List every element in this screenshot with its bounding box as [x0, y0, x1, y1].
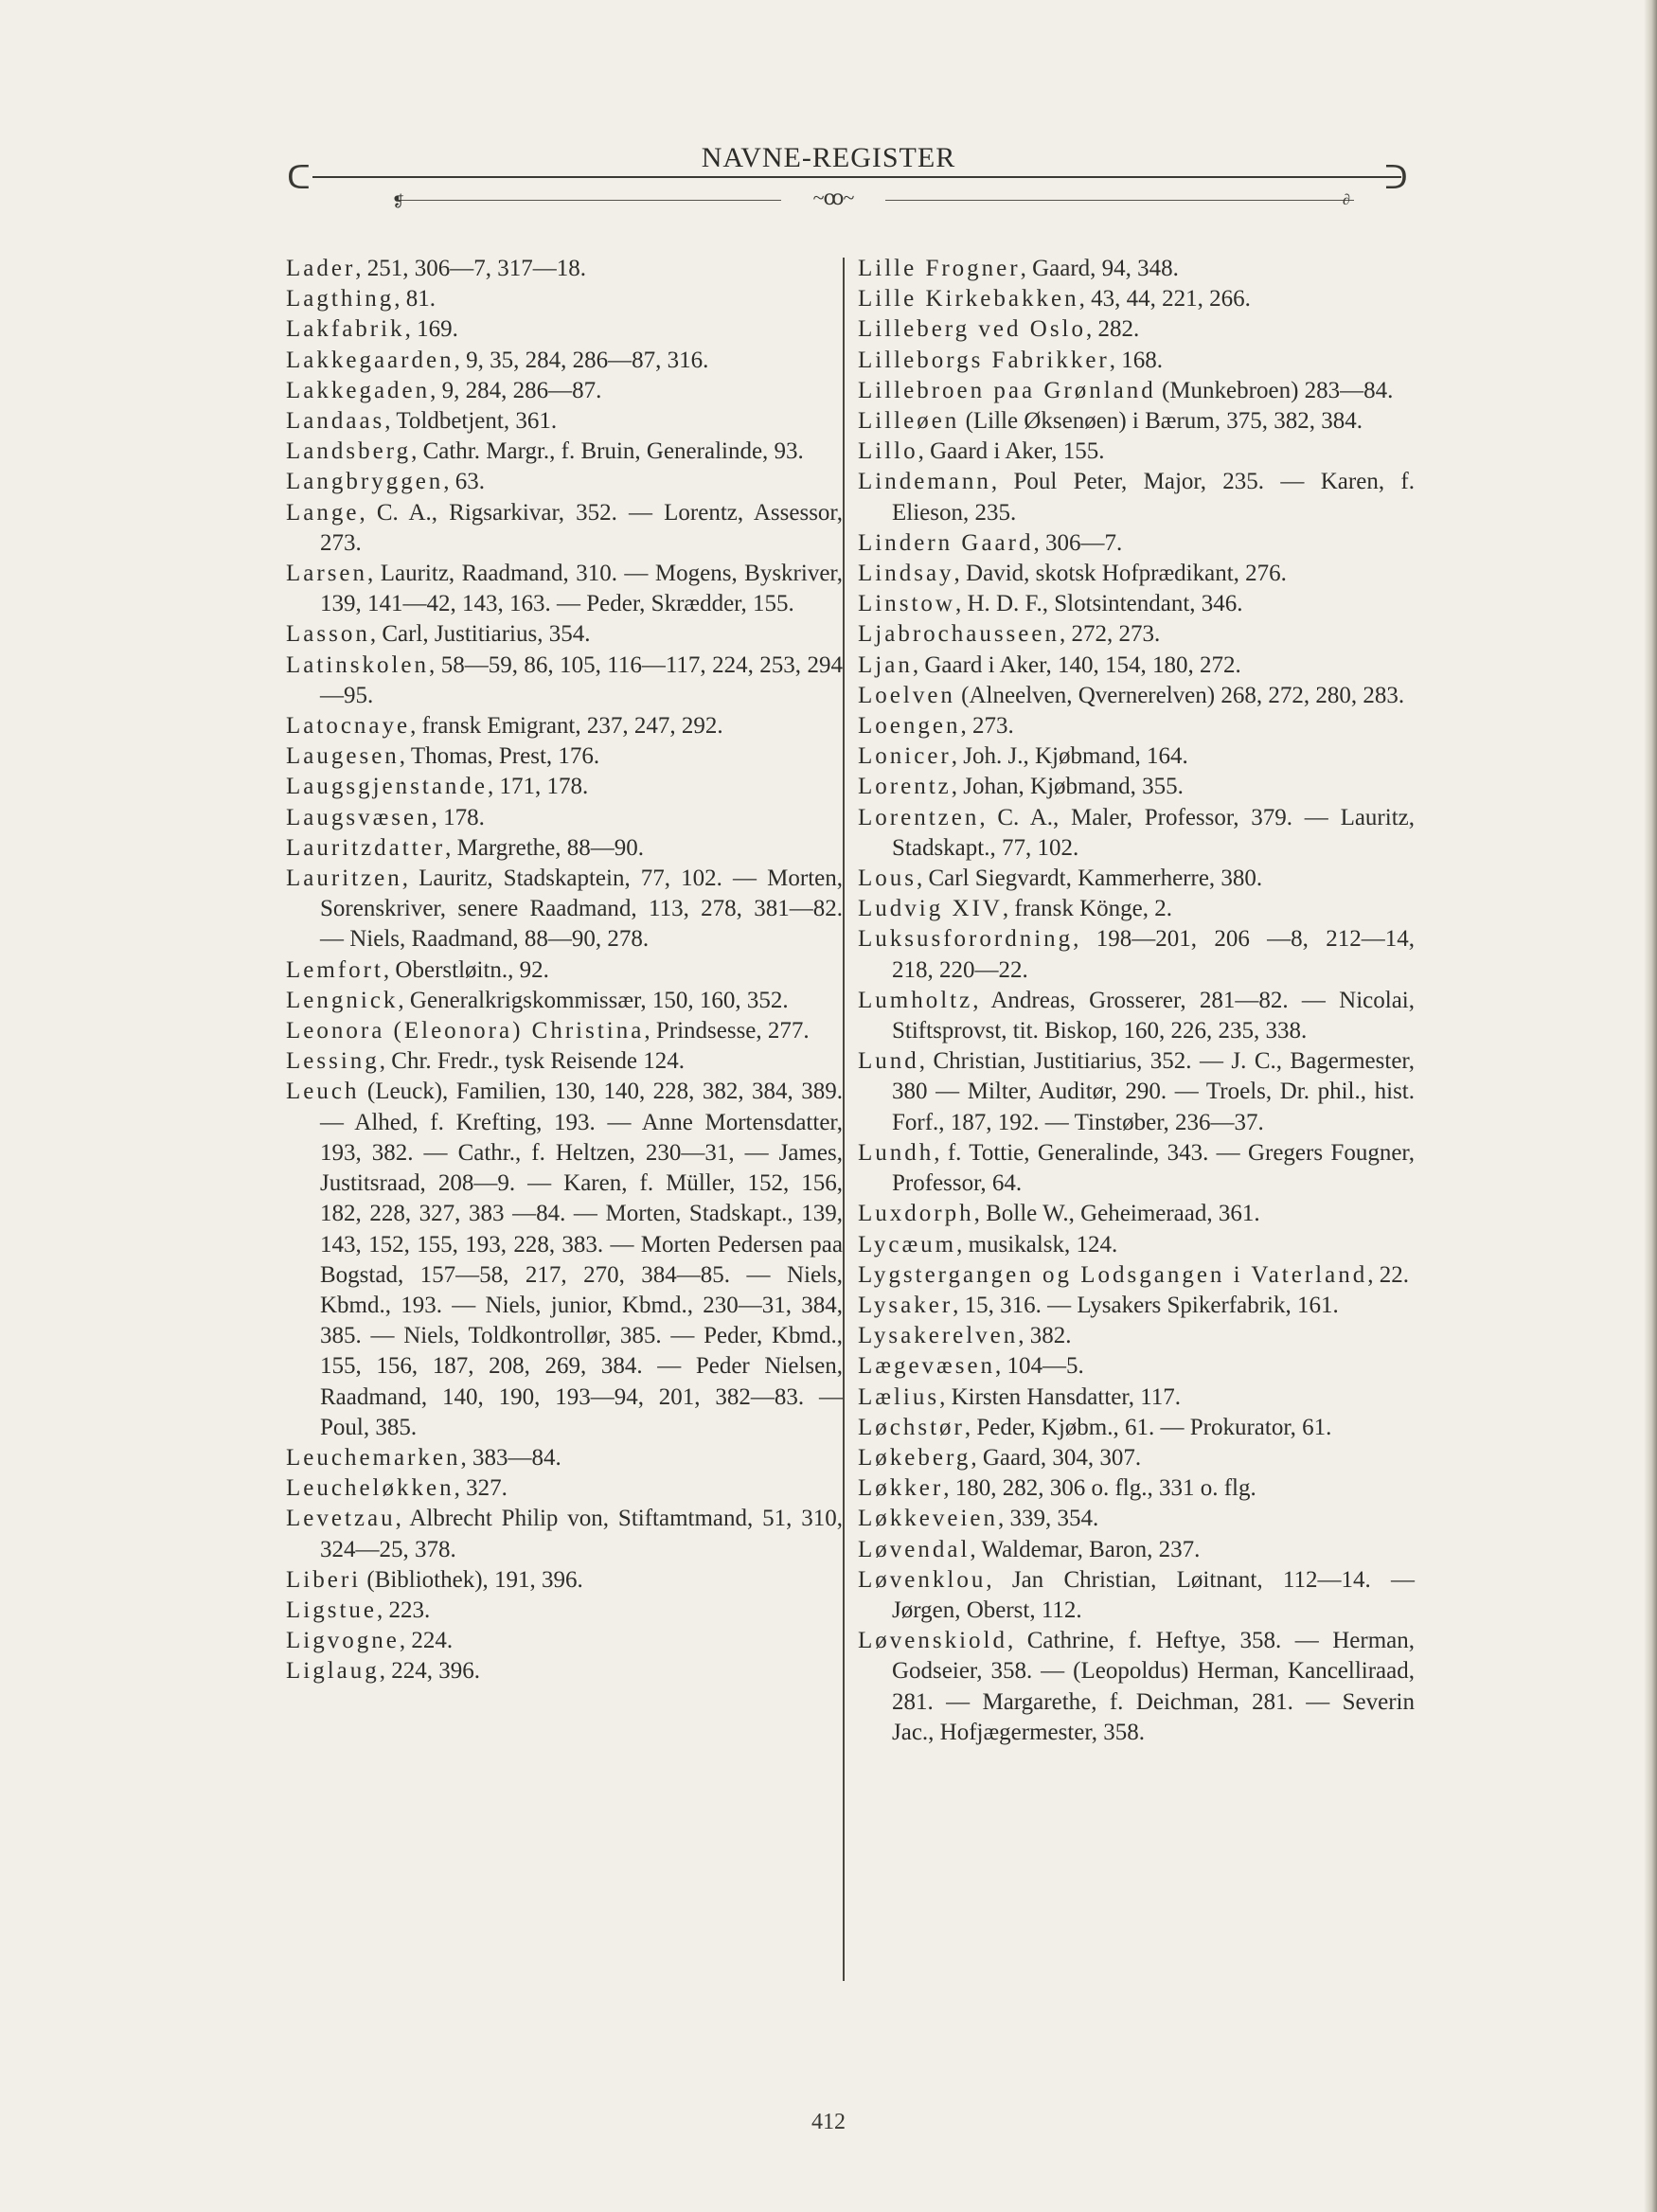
index-entry-headword: Latocnaye: [286, 713, 411, 740]
index-entry-headword: Lycæum: [858, 1231, 957, 1258]
index-entry-headword: Leucheløkken: [286, 1475, 454, 1502]
index-entry-references: , Chr. Fredr., tysk Reisende 124.: [379, 1048, 685, 1075]
index-entry: [286, 986, 843, 1016]
index-entry-references: , fransk Emigrant, 237, 247, 292.: [410, 713, 723, 740]
index-entry: [286, 833, 843, 864]
index-entry-headword: Lillebroen paa Grønland: [858, 377, 1156, 403]
index-entry-headword: Lilleborgs Fabrikker: [858, 347, 1110, 373]
index-entry: [858, 1626, 1415, 1748]
index-entry-headword: Lille Kirkebakken: [858, 286, 1079, 312]
index-entry-headword: Lessing: [286, 1048, 380, 1075]
index-entry: [858, 986, 1415, 1046]
index-entry-headword: Løkkeveien: [858, 1506, 999, 1532]
header-rule: [312, 176, 1401, 178]
index-column-left: [286, 254, 843, 1687]
index-entry-headword: Lælius: [858, 1383, 940, 1410]
index-entry: [858, 772, 1415, 802]
index-entry: [286, 1565, 843, 1596]
index-entry-references: , 382.: [1018, 1323, 1072, 1349]
rule-curl-left-ornament: ᑕ: [287, 161, 311, 196]
index-entry-references: , Peder, Kjøbm., 61. — Prokurator, 61.: [964, 1414, 1332, 1440]
index-entry-headword: Lilleøen: [858, 408, 960, 435]
index-entry: [286, 1046, 843, 1077]
index-entry-references: , 224, 396.: [379, 1658, 481, 1685]
index-entry-headword: Lagthing: [286, 286, 395, 312]
index-entry-headword: Larsen: [286, 561, 368, 587]
index-entry-references: , 104—5.: [995, 1353, 1084, 1380]
index-entry: [286, 467, 843, 497]
index-entry-references: , Poul Peter, Major, 235. — Karen, f. Elieson, 235.: [892, 469, 1415, 526]
index-entry-headword: Liglaug: [286, 1658, 380, 1685]
index-entry-references: , Gaard, 94, 348.: [1020, 256, 1179, 281]
index-entry-references: , Margrethe, 88—90.: [445, 834, 645, 861]
index-entry-references: , Christian, Justitiarius, 352. — J. C., Bagermester, 380 — Milter, Auditør, 290. — Troels, Dr. phil., hist. Forf., 187, 192. — Tinstøber, 236—37.: [892, 1048, 1415, 1135]
index-entry: [286, 741, 843, 772]
index-entry: [858, 1473, 1415, 1504]
index-entry-headword: Løkker: [858, 1475, 944, 1502]
index-entry-headword: Linstow: [858, 591, 955, 617]
index-entry-headword: Lygstergangen og Lodsgangen i Vaterland: [858, 1261, 1368, 1288]
index-entry-references: (Lille Øksenøen) i Bærum, 375, 382, 384.: [959, 408, 1363, 435]
index-entry-headword: Lange: [286, 499, 360, 526]
index-entry: [858, 314, 1415, 345]
index-entry-headword: Lille Frogner: [858, 256, 1021, 281]
index-entry-headword: Leuch: [286, 1079, 360, 1105]
rule-curl-right-ornament: ᑐ: [1384, 161, 1408, 196]
index-entry-references: , 198—201, 206 —8, 212—14, 218, 220—22.: [892, 926, 1415, 983]
index-entry-references: , Jan Christian, Løitnant, 112—14. — Jørgen, Oberst, 112.: [892, 1566, 1415, 1623]
index-entry-headword: Loelven: [858, 682, 955, 708]
index-entry-references: , 327.: [454, 1475, 508, 1502]
index-entry-headword: Leonora (Eleonora) Christina: [286, 1018, 645, 1044]
index-entry-headword: Lous: [858, 865, 917, 892]
index-entry-references: , H. D. F., Slotsintendant, 346.: [954, 591, 1243, 617]
index-entry: [858, 1199, 1415, 1229]
index-entry: [286, 406, 843, 437]
index-entry-headword: Laugsgjenstande: [286, 774, 489, 800]
index-entry-references: , 339, 354.: [998, 1506, 1099, 1532]
index-entry-references: , Oberstløitn., 92.: [383, 956, 549, 983]
rule-end-mark-right: ∂: [1343, 192, 1350, 208]
index-entry-references: , Generalkrigskommissær, 150, 160, 352.: [398, 987, 789, 1013]
index-entry: [858, 528, 1415, 559]
index-entry-references: , fransk Könge, 2.: [1002, 896, 1173, 922]
index-entry-headword: Luxdorph: [858, 1201, 974, 1227]
index-entry-references: , 22.: [1367, 1261, 1409, 1288]
index-entry: [286, 498, 843, 559]
index-entry-references: , Albrecht Philip von, Stiftamtmand, 51, 310, 324—25, 378.: [320, 1506, 843, 1562]
index-entry-references: , 383—84.: [460, 1444, 561, 1471]
index-entry: [286, 955, 843, 986]
index-entry-references: , Waldemar, Baron, 237.: [970, 1536, 1201, 1562]
index-entry: [286, 284, 843, 314]
index-entry-references: , Kirsten Hansdatter, 117.: [939, 1383, 1182, 1410]
index-entry: [858, 619, 1415, 650]
index-entry-references: , Andreas, Grosserer, 281—82. — Nicolai, Stiftsprovst, tit. Biskop, 160, 226, 235, 338.: [892, 987, 1415, 1044]
index-entry-references: , f. Tottie, Generalinde, 343. — Gregers Fougner, Professor, 64.: [892, 1139, 1415, 1197]
index-entry-references: (Bibliothek), 191, 396.: [361, 1566, 583, 1593]
index-entry-headword: Løchstør: [858, 1414, 965, 1440]
index-entry: [858, 1291, 1415, 1321]
index-entry: [286, 1596, 843, 1626]
index-entry-references: , 81.: [394, 286, 437, 312]
index-entry-references: , 180, 282, 306 o. flg., 331 o. flg.: [943, 1475, 1256, 1502]
index-entry: [858, 711, 1415, 741]
index-entry-headword: Lumholtz: [858, 987, 973, 1013]
index-entry-references: , 43, 44, 221, 266.: [1078, 286, 1251, 312]
index-entry: [286, 346, 843, 376]
index-entry-headword: Lakkegaden: [286, 377, 431, 403]
index-entry-headword: Lorentzen: [858, 804, 980, 830]
index-entry: [858, 894, 1415, 924]
index-entry-headword: Ljan: [858, 651, 913, 678]
index-entry: [286, 1473, 843, 1504]
index-entry: [858, 864, 1415, 894]
index-entry-references: , Thomas, Prest, 176.: [399, 743, 600, 770]
index-entry: [286, 437, 843, 467]
index-entry-references: , Johan, Kjøbmand, 355.: [951, 774, 1184, 800]
index-entry-references: , 178.: [431, 804, 485, 830]
index-entry: [858, 1351, 1415, 1382]
index-entry: [858, 1046, 1415, 1138]
index-column-right: [858, 254, 1415, 1748]
index-entry: [286, 619, 843, 650]
index-entry-references: , 273.: [960, 713, 1014, 740]
index-entry-headword: Løkeberg: [858, 1444, 971, 1471]
index-entry-headword: Løvenskiold: [858, 1628, 1007, 1654]
index-entry: [858, 346, 1415, 376]
index-entry-headword: Lægevæsen: [858, 1353, 996, 1380]
index-entry: [286, 1504, 843, 1564]
index-entry-references: , 58—59, 86, 105, 116—117, 224, 253, 294—95.: [320, 651, 843, 708]
index-entry: [858, 589, 1415, 619]
index-entry-headword: Lauritzen: [286, 865, 402, 892]
index-entry-references: , Lauritz, Raadmand, 310. — Mogens, Byskriver, 139, 141—42, 143, 163. — Peder, Skrædder, 155.: [320, 561, 843, 617]
index-entry-headword: Laugsvæsen: [286, 804, 432, 830]
index-entry-headword: Lindemann: [858, 469, 991, 495]
index-entry-headword: Loengen: [858, 713, 961, 740]
index-entry: [858, 1260, 1415, 1291]
index-entry: [286, 1016, 843, 1046]
index-entry: [858, 651, 1415, 681]
index-entry-headword: Lindsay: [858, 561, 954, 587]
index-entry-references: , 169.: [404, 316, 458, 343]
index-entry-references: , 171, 178.: [488, 774, 589, 800]
index-entry-references: , Bolle W., Geheimeraad, 361.: [973, 1201, 1260, 1227]
index-entry-headword: Lonicer: [858, 743, 952, 770]
index-entry-headword: Lilleberg ved Oslo: [858, 316, 1086, 343]
index-entry-headword: Ligstue: [286, 1597, 377, 1623]
index-entry-references: , C. A., Maler, Professor, 379. — Lauritz, Stadskapt., 77, 102.: [892, 804, 1415, 861]
index-entry-headword: Lysakerelven: [858, 1323, 1019, 1349]
index-entry: [858, 803, 1415, 864]
index-entry-headword: Lasson: [286, 621, 370, 648]
index-entry-references: , Joh. J., Kjøbmand, 164.: [951, 743, 1188, 770]
index-entry-references: (Munkebroen) 283—84.: [1155, 377, 1394, 403]
index-entry-headword: Lader: [286, 256, 356, 281]
index-entry-references: , Gaard i Aker, 140, 154, 180, 272.: [912, 651, 1241, 678]
index-entry-headword: Lengnick: [286, 987, 399, 1013]
index-entry-headword: Lauritzdatter: [286, 834, 446, 861]
index-entry-headword: Luksusforordning: [858, 926, 1074, 953]
index-entry: [286, 376, 843, 406]
column-divider: [843, 258, 845, 1981]
index-entry-headword: Lillo: [858, 438, 918, 465]
index-entry-headword: Landaas: [286, 408, 385, 435]
index-entry-references: , Gaard i Aker, 155.: [918, 438, 1105, 465]
index-entry-references: , 9, 284, 286—87.: [430, 377, 602, 403]
index-entry-references: , Toldbetjent, 361.: [384, 408, 558, 435]
index-entry-headword: Latinskolen: [286, 651, 430, 678]
index-entry-references: , 282.: [1086, 316, 1140, 343]
index-entry-references: , 168.: [1109, 347, 1163, 373]
index-entry-headword: Lundh: [858, 1139, 935, 1166]
index-entry-headword: Lorentz: [858, 774, 952, 800]
index-entry: [286, 1077, 843, 1442]
index-entry-headword: Løvenklou: [858, 1566, 987, 1593]
index-entry: [858, 1321, 1415, 1351]
index-entry: [286, 1626, 843, 1656]
index-entry-headword: Lemfort: [286, 956, 383, 983]
index-entry: [286, 559, 843, 619]
index-entry: [858, 284, 1415, 314]
index-entry: [858, 467, 1415, 527]
index-entry: [858, 1413, 1415, 1443]
index-entry-references: , Gaard, 304, 307.: [971, 1444, 1142, 1471]
index-entry-references: , 306—7.: [1033, 529, 1123, 556]
index-entry: [286, 711, 843, 741]
index-entry-references: , Carl, Justitiarius, 354.: [369, 621, 591, 648]
index-entry: [858, 1504, 1415, 1534]
index-entry: [858, 924, 1415, 985]
index-entry: [858, 741, 1415, 772]
index-entry-references: , 251, 306—7, 317—18.: [355, 256, 587, 281]
index-entry-references: , C. A., Rigsarkivar, 352. — Lorentz, Assessor, 273.: [320, 499, 843, 556]
index-entry-headword: Lakkegaarden: [286, 347, 454, 373]
page-title: NAVNE-REGISTER: [701, 142, 956, 173]
index-entry-references: , Prindsesse, 277.: [644, 1018, 810, 1044]
page-edge: [1644, 0, 1657, 2212]
index-entry-headword: Laugesen: [286, 743, 400, 770]
index-entry: [858, 1565, 1415, 1626]
index-entry-references: (Leuck), Familien, 130, 140, 228, 382, 384, 389. — Alhed, f. Krefting, 193. — Anne Mortensdatter, 193, 382. — Cathr., f. Heltzen, 230—31, — James, Justitsraad, 208—9. — Karen, f. Müller, 152, 156, 182, 228, 327, 383 —84. — Morten, Stadskapt., 139, 143, 152, 155, 193, 228, 383. — Morten Pedersen paa Bogstad, 157—58, 217, 270, 384—85. — Niels, Kbmd., 193. — Niels, junior, Kbmd., 230—31, 384, 385. — Niels, Toldkontrollør, 385. — Peder, Kbmd., 155, 156, 187, 208, 269, 384. — Peder Nielsen, Raadmand, 140, 190, 193—94, 201, 382—83. — Poul, 385.: [320, 1079, 843, 1440]
index-entry: [858, 1230, 1415, 1260]
index-entry: [858, 254, 1415, 284]
index-entry-references: (Alneelven, Qvernerelven) 268, 272, 280, 283.: [954, 682, 1405, 708]
index-entry-headword: Ludvig XIV: [858, 896, 1003, 922]
index-entry-references: , Cathrine, f. Heftye, 358. — Herman, Godseier, 358. — (Leopoldus) Herman, Kancelliraad, 281. — Margarethe, f. Deichman, 281. — Severin Jac., Hofjægermester, 358.: [892, 1628, 1415, 1745]
index-entry-references: , 223.: [377, 1597, 431, 1623]
header-ornament-icon: ~ꝏ~: [781, 186, 885, 212]
index-entry: [858, 1138, 1415, 1199]
index-entry-references: , 63.: [443, 469, 486, 495]
index-entry: [858, 1535, 1415, 1565]
index-entry-references: , 9, 35, 284, 286—87, 316.: [454, 347, 709, 373]
index-entry-references: , 224.: [399, 1628, 454, 1654]
index-entry-headword: Levetzau: [286, 1506, 396, 1532]
index-entry: [858, 559, 1415, 589]
index-entry-headword: Leuchemarken: [286, 1444, 461, 1471]
index-entry-headword: Lakfabrik: [286, 316, 405, 343]
index-entry-references: , 272, 273.: [1059, 621, 1161, 648]
index-entry-headword: Landsberg: [286, 438, 412, 465]
index-entry: [858, 681, 1415, 711]
index-entry: [858, 1443, 1415, 1473]
index-entry: [286, 772, 843, 802]
index-entry-headword: Lindern Gaard: [858, 529, 1034, 556]
index-entry-headword: Lysaker: [858, 1292, 953, 1318]
index-entry: [286, 314, 843, 345]
index-entry-headword: Løvendal: [858, 1536, 971, 1562]
index-entry: [858, 437, 1415, 467]
index-entry-headword: Langbryggen: [286, 469, 444, 495]
index-entry-headword: Lund: [858, 1048, 919, 1075]
rule-end-mark-left: ❡: [392, 194, 405, 210]
index-entry: [858, 406, 1415, 437]
index-entry-headword: Ligvogne: [286, 1628, 400, 1654]
index-entry: [858, 1382, 1415, 1413]
index-entry-headword: Liberi: [286, 1566, 362, 1593]
index-entry: [286, 651, 843, 711]
index-entry: [858, 376, 1415, 406]
index-entry-headword: Ljabrochausseen: [858, 621, 1060, 648]
index-entry: [286, 803, 843, 833]
index-entry: [286, 1656, 843, 1686]
index-entry-references: , 15, 316. — Lysakers Spikerfabrik, 161.: [953, 1292, 1339, 1318]
page-number: 412: [811, 2110, 846, 2134]
index-entry-references: , musikalsk, 124.: [956, 1231, 1118, 1258]
index-entry: [286, 1443, 843, 1473]
index-entry: [286, 864, 843, 955]
index-entry-references: , Cathr. Margr., f. Bruin, Generalinde, 93.: [411, 438, 804, 465]
index-entry-references: , Carl Siegvardt, Kammerherre, 380.: [917, 865, 1263, 892]
index-entry: [286, 254, 843, 284]
index-entry-references: , David, skotsk Hofprædikant, 276.: [953, 561, 1287, 587]
index-entry-references: , Lauritz, Stadskaptein, 77, 102. — Morten, Sorenskriver, senere Raadmand, 113, 278, 381—82. — Niels, Raadmand, 88—90, 278.: [320, 865, 843, 953]
